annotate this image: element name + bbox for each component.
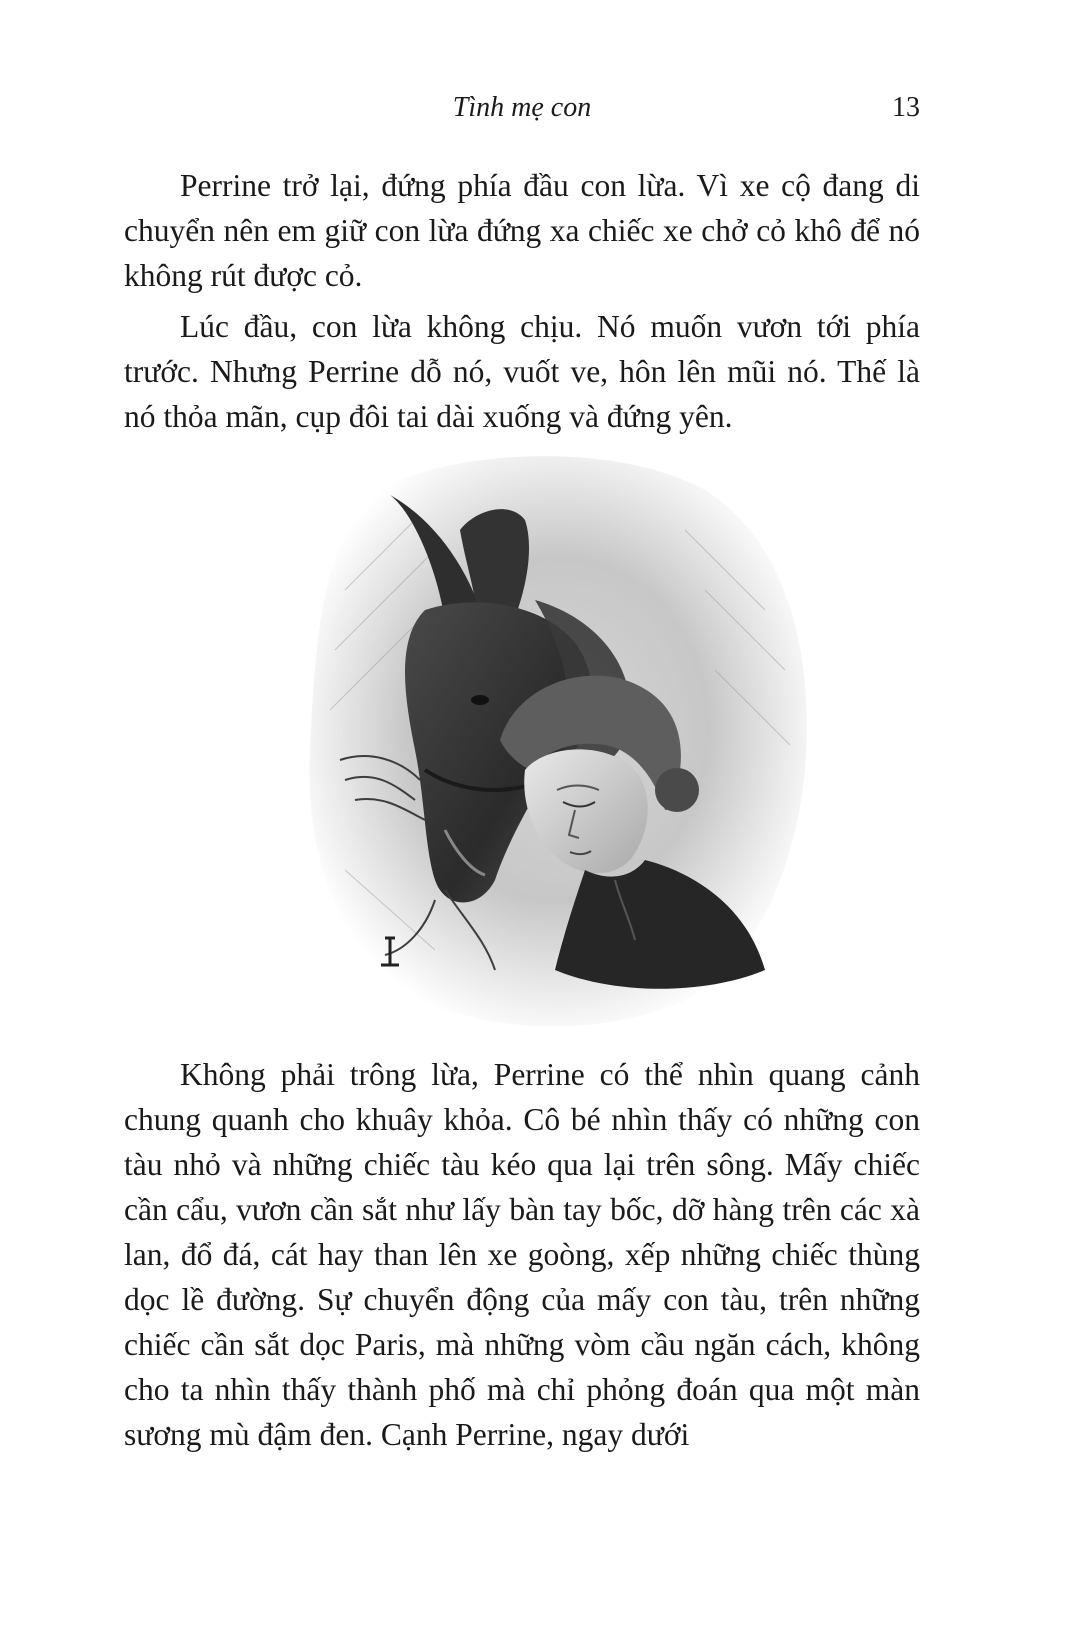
paragraph: Không phải trông lừa, Perrine có thể nhìn quang cảnh chung quanh cho khuây khỏa. Cô bé nhìn thấy có những con tàu nhỏ và những chiếc tàu kéo qua lại trên sông. Mấy chiếc cần cẩu, vươn cần sắt như lấy bàn tay bốc, dỡ hàng trên các xà lan, đổ đá, cát hay than lên xe goòng, xếp những chiếc thùng dọc lề đường. Sự chuyển động của mấy con tàu, trên những chiếc cần sắt dọc Paris, mà những vòm cầu ngăn cách, không cho ta nhìn thấy thành phố mà chỉ phỏng đoán qua một màn sương mù đậm đen. Cạnh Perrine, ngay dưới <box>124 1057 920 1452</box>
paragraph: Lúc đầu, con lừa không chịu. Nó muốn vươn tới phía trước. Nhưng Perrine dỗ nó, vuốt ve, hôn lên mũi nó. Thế là nó thỏa mãn, cụp đôi tai dài xuống và đứng yên. <box>124 309 920 434</box>
paragraph: Perrine trở lại, đứng phía đầu con lừa. Vì xe cộ đang di chuyển nên em giữ con lừa đứng xa chiếc xe chở cỏ khô để nó không rút được cỏ. <box>124 168 920 293</box>
text-block-bottom <box>124 1052 920 1457</box>
illustration-girl-and-donkey <box>285 450 835 1030</box>
running-title: Tình mẹ con <box>452 92 592 123</box>
engraving-image <box>285 450 835 1030</box>
text-block-top <box>124 163 920 439</box>
running-header <box>124 88 920 128</box>
page-number: 13 <box>892 92 920 123</box>
